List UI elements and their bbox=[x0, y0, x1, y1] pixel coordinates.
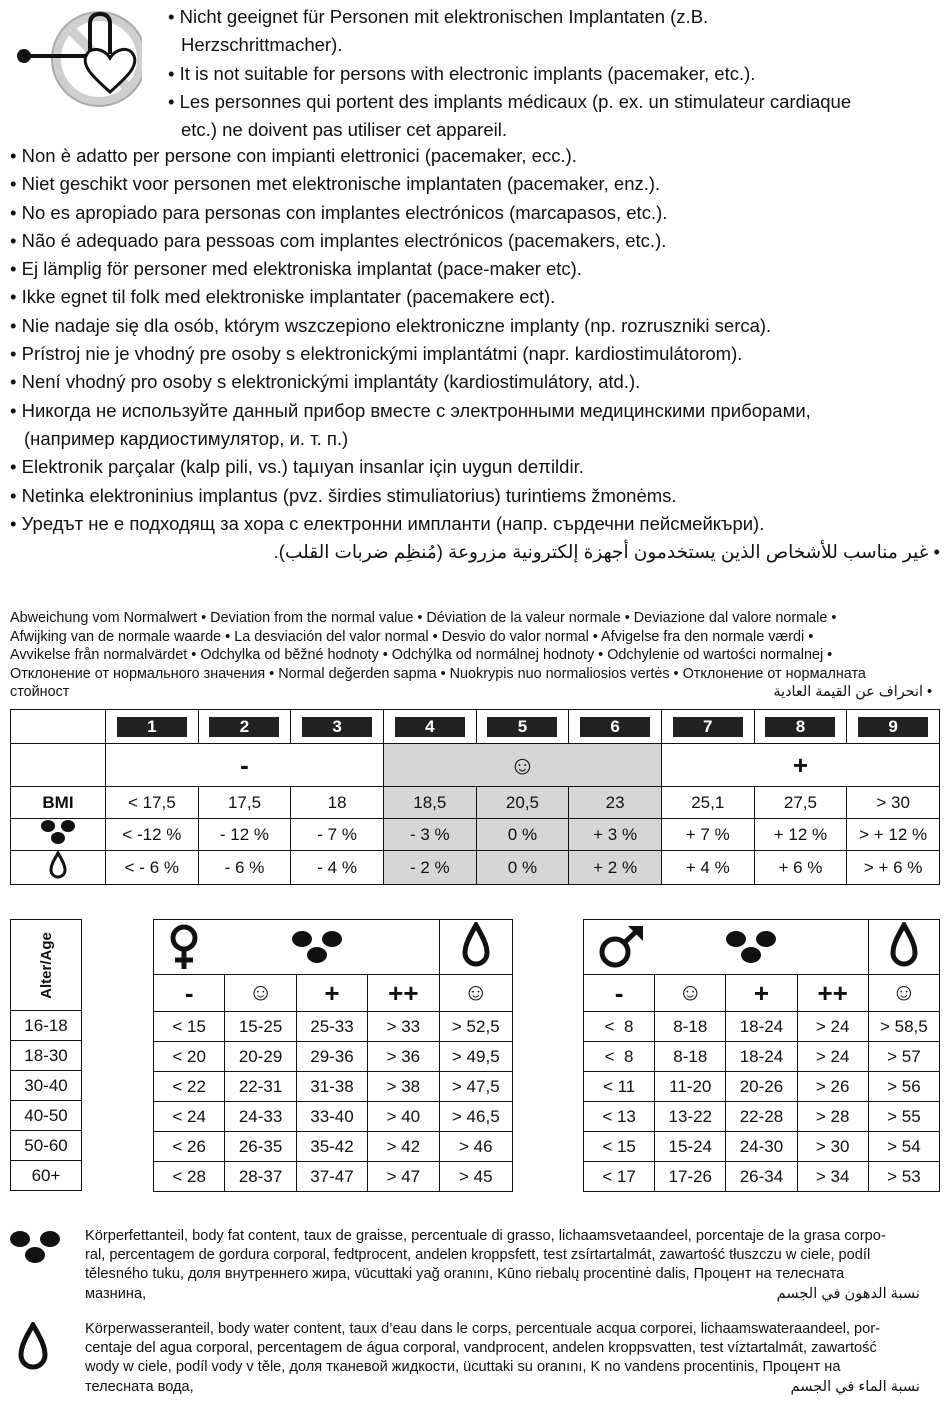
warning-line: • Nicht geeignet für Personen mit elektronischen Implantaten (z.B. bbox=[168, 6, 709, 27]
female-cell: < 24 bbox=[154, 1102, 225, 1132]
bmi-value: > 30 bbox=[847, 787, 940, 819]
deviation-header bbox=[10, 609, 940, 702]
warning-line: • Prístroj nie je vhodný pre osoby s elektronickými implantátmi (napr. kardiostimulátorom). bbox=[10, 343, 743, 365]
water-drop-icon bbox=[889, 922, 919, 968]
female-cell: > 40 bbox=[368, 1102, 439, 1132]
female-cell: 24-33 bbox=[225, 1102, 296, 1132]
male-cell: 18-24 bbox=[726, 1012, 797, 1042]
water-value: > + 6 % bbox=[847, 851, 940, 885]
level-4: 4 bbox=[395, 717, 465, 737]
female-cell: > 49,5 bbox=[439, 1042, 512, 1072]
level-1: 1 bbox=[117, 717, 187, 737]
male-cell: > 55 bbox=[868, 1102, 939, 1132]
female-cell: > 36 bbox=[368, 1042, 439, 1072]
water-value: < - 6 % bbox=[106, 851, 199, 885]
water-value: + 2 % bbox=[569, 851, 662, 885]
empty-cell bbox=[11, 744, 106, 787]
bmi-value: 27,5 bbox=[754, 787, 847, 819]
female-cell: < 22 bbox=[154, 1072, 225, 1102]
warning-line: • Netinka elektroninius implantus (pvz. širdies stimuliatorius) turintiems žmonėms. bbox=[10, 484, 677, 506]
age-value: 16-18 bbox=[11, 1011, 82, 1041]
water-value: + 6 % bbox=[754, 851, 847, 885]
level-cell bbox=[847, 710, 940, 744]
male-cell: 24-30 bbox=[726, 1132, 797, 1162]
male-sub-plus: + bbox=[726, 975, 797, 1012]
bmi-value: 23 bbox=[569, 787, 662, 819]
body-fat-icon bbox=[725, 930, 777, 964]
male-cell: 11-20 bbox=[655, 1072, 726, 1102]
female-cell: 29-36 bbox=[296, 1042, 367, 1072]
female-sub-minus: - bbox=[154, 975, 225, 1012]
fat-value: - 12 % bbox=[198, 819, 291, 851]
female-cell: > 33 bbox=[368, 1012, 439, 1042]
warning-line: • It is not suitable for persons with electronic implants (pacemaker, etc.). bbox=[168, 62, 756, 84]
male-water-header bbox=[868, 920, 939, 975]
empty-cell bbox=[11, 710, 106, 744]
level-9: 9 bbox=[858, 717, 928, 737]
male-cell: > 26 bbox=[797, 1072, 868, 1102]
legend-arabic: نسبة الدهون في الجسم bbox=[776, 1285, 920, 1302]
female-cell: 31-38 bbox=[296, 1072, 367, 1102]
legend-line: телесната вода, bbox=[85, 1378, 194, 1395]
male-cell: < 13 bbox=[584, 1102, 655, 1132]
female-fat-header bbox=[154, 920, 440, 975]
body-fat-icon bbox=[40, 819, 76, 845]
male-sub-plusplus: ++ bbox=[797, 975, 868, 1012]
female-cell: > 47,5 bbox=[439, 1072, 512, 1102]
level-cell bbox=[754, 710, 847, 744]
male-cell: 8-18 bbox=[655, 1012, 726, 1042]
female-symbol-icon bbox=[164, 922, 204, 972]
female-table bbox=[153, 919, 513, 1192]
smiley-icon: ☺ bbox=[383, 744, 661, 787]
age-value: 18-30 bbox=[11, 1041, 82, 1071]
warning-line: Herzschrittmacher). bbox=[181, 34, 343, 56]
male-cell: 13-22 bbox=[655, 1102, 726, 1132]
female-cell: > 45 bbox=[439, 1162, 512, 1192]
age-header-cell bbox=[11, 920, 82, 1011]
warning-line: • Non è adatto per persone con impianti elettronici (pacemaker, ecc.). bbox=[10, 145, 577, 166]
male-cell: < 8 bbox=[584, 1042, 655, 1072]
deviation-line: Afwijking van de normale waarde • La desviación del valor normal • Desvio do valor normal • Afvigelse fra den normale værdi • bbox=[10, 628, 814, 645]
age-label: Alter/Age bbox=[37, 932, 55, 999]
male-cell: > 30 bbox=[797, 1132, 868, 1162]
bmi-value: < 17,5 bbox=[106, 787, 199, 819]
water-value: - 4 % bbox=[291, 851, 384, 885]
female-cell: 35-42 bbox=[296, 1132, 367, 1162]
bmi-value: 18 bbox=[291, 787, 384, 819]
fat-value: + 3 % bbox=[569, 819, 662, 851]
bmi-label: BMI bbox=[11, 787, 106, 819]
deviation-line-arabic: • انحراف عن القيمة العادية bbox=[773, 684, 932, 700]
male-cell: 26-34 bbox=[726, 1162, 797, 1192]
male-cell: > 24 bbox=[797, 1012, 868, 1042]
male-cell: < 8 bbox=[584, 1012, 655, 1042]
warnings-top bbox=[168, 3, 943, 144]
warning-line: • Není vhodný pro osoby s elektronickými implantáty (kardiostimulátory, atd.). bbox=[10, 371, 641, 393]
female-cell: < 15 bbox=[154, 1012, 225, 1042]
bmi-value: 25,1 bbox=[661, 787, 754, 819]
body-water-legend bbox=[85, 1320, 920, 1397]
female-cell: < 26 bbox=[154, 1132, 225, 1162]
bmi-value: 18,5 bbox=[383, 787, 476, 819]
male-cell: 15-24 bbox=[655, 1132, 726, 1162]
female-cell: 25-33 bbox=[296, 1012, 367, 1042]
warning-line: (например кардиостимулятор, и. т. п.) bbox=[24, 427, 349, 449]
fat-value: < -12 % bbox=[106, 819, 199, 851]
smiley-icon: ☺ bbox=[655, 975, 726, 1012]
level-cell bbox=[476, 710, 569, 744]
water-value: 0 % bbox=[476, 851, 569, 885]
age-value: 40-50 bbox=[11, 1101, 82, 1131]
male-cell: < 11 bbox=[584, 1072, 655, 1102]
male-cell: < 17 bbox=[584, 1162, 655, 1192]
female-cell: 37-47 bbox=[296, 1162, 367, 1192]
deviation-table bbox=[10, 709, 940, 885]
fat-value: - 3 % bbox=[383, 819, 476, 851]
level-cell bbox=[291, 710, 384, 744]
female-sub-plusplus: ++ bbox=[368, 975, 439, 1012]
warning-line: • Ej lämplig för personer med elektroniska implantat (pace-maker etc). bbox=[10, 258, 582, 280]
female-water-header bbox=[439, 920, 512, 975]
male-cell: > 56 bbox=[868, 1072, 939, 1102]
level-7: 7 bbox=[673, 717, 743, 737]
legend-line: Körperwasseranteil, body water content, taux d’eau dans le corps, percentuale acqua corporei, lichaamswateraandeel, por- bbox=[85, 1321, 881, 1337]
female-cell: 22-31 bbox=[225, 1072, 296, 1102]
minus-sign: - bbox=[106, 744, 384, 787]
warning-line: • Não é adequado para pessoas com implantes electrónicos (pacemakers, etc.). bbox=[10, 229, 667, 251]
level-3: 3 bbox=[302, 717, 372, 737]
water-value: - 2 % bbox=[383, 851, 476, 885]
male-cell: > 57 bbox=[868, 1042, 939, 1072]
female-cell: > 46 bbox=[439, 1132, 512, 1162]
female-cell: 20-29 bbox=[225, 1042, 296, 1072]
level-cell bbox=[661, 710, 754, 744]
legend-arabic: نسبة الماء في الجسم bbox=[790, 1378, 920, 1395]
fat-value: + 12 % bbox=[754, 819, 847, 851]
warning-line: • Никогда не используйте данный прибор вместе с электронными медицинскими приборами, bbox=[10, 399, 811, 421]
warning-line: • Уредът не е подходящ за хора с електронни импланти (напр. сърдечни пейсмейкъри). bbox=[10, 512, 765, 534]
male-cell: 22-28 bbox=[726, 1102, 797, 1132]
smiley-icon: ☺ bbox=[868, 975, 939, 1012]
male-cell: 20-26 bbox=[726, 1072, 797, 1102]
deviation-line: Avvikelse från normalvärdet • Odchylka od běžné hodnoty • Odchýlka od normálnej hodnoty • Odchylenie od wartości normalnej • bbox=[10, 647, 833, 663]
warning-line: • No es apropiado para personas con implantes electrónicos (marcapasos, etc.). bbox=[10, 201, 668, 223]
plus-sign: + bbox=[661, 744, 939, 787]
male-fat-header bbox=[584, 920, 869, 975]
level-5: 5 bbox=[487, 717, 557, 737]
male-cell: > 28 bbox=[797, 1102, 868, 1132]
level-cell bbox=[383, 710, 476, 744]
female-cell: 33-40 bbox=[296, 1102, 367, 1132]
legend-line: Körperfettanteil, body fat content, taux de graisse, percentuale di grasso, lichaamsvetaandeel, porcentaje de la grasa corpo- bbox=[85, 1228, 886, 1244]
water-drop-icon bbox=[16, 1322, 50, 1370]
male-cell: > 24 bbox=[797, 1042, 868, 1072]
water-value: + 4 % bbox=[661, 851, 754, 885]
male-cell: 18-24 bbox=[726, 1042, 797, 1072]
warnings-list bbox=[10, 142, 940, 566]
age-value: 60+ bbox=[11, 1161, 82, 1191]
warning-line-arabic: • غير مناسب للأشخاص الذين يستخدمون أجهزة إلكترونية مزروعة (مُنظِم ضربات القلب). bbox=[273, 541, 940, 563]
smiley-icon: ☺ bbox=[439, 975, 512, 1012]
no-pacemaker-icon bbox=[12, 4, 142, 114]
female-cell: 26-35 bbox=[225, 1132, 296, 1162]
legend-line: ral, percentagem de gordura corporal, fedtprocent, andelen kroppsfett, test zsírtartalmát, zawartość tłuszczu w ciele, podíl bbox=[85, 1247, 871, 1264]
body-fat-icon bbox=[10, 1230, 60, 1264]
fat-value: 0 % bbox=[476, 819, 569, 851]
female-cell: < 20 bbox=[154, 1042, 225, 1072]
level-cell bbox=[198, 710, 291, 744]
male-symbol-icon bbox=[596, 923, 648, 971]
female-cell: > 52,5 bbox=[439, 1012, 512, 1042]
male-cell: > 53 bbox=[868, 1162, 939, 1192]
male-cell: > 58,5 bbox=[868, 1012, 939, 1042]
female-cell: > 46,5 bbox=[439, 1102, 512, 1132]
legend-line: wody w ciele, podíl vody v těle, доля тканевой жидкости, ücuttaki su oranını, K no vandens procentinis, Процент на bbox=[85, 1359, 841, 1376]
water-drop-icon bbox=[461, 922, 491, 968]
deviation-line: Отклонение от нормального значения • Normal değerden sapma • Nuokrypis nuo normaliosios vertės • Отклонение от нормалната bbox=[10, 665, 866, 682]
body-fat-icon bbox=[291, 930, 343, 964]
warning-line: • Niet geschikt voor personen met elektronische implantaten (pacemaker, enz.). bbox=[10, 173, 661, 195]
bmi-value: 17,5 bbox=[198, 787, 291, 819]
fat-value: - 7 % bbox=[291, 819, 384, 851]
age-value: 50-60 bbox=[11, 1131, 82, 1161]
deviation-line: Abweichung vom Normalwert • Deviation from the normal value • Déviation de la valeur normale • Deviazione dal valore normale • bbox=[10, 610, 837, 626]
male-cell: 17-26 bbox=[655, 1162, 726, 1192]
male-cell: > 34 bbox=[797, 1162, 868, 1192]
warning-line: • Les personnes qui portent des implants médicaux (p. ex. un stimulateur cardiaque bbox=[168, 90, 852, 112]
level-cell bbox=[106, 710, 199, 744]
male-table bbox=[583, 919, 940, 1192]
legend-line: tělesného tuku, доля внутреннего жира, vücuttaki yağ oranını, Kūno riebalų procentinė dalis, Процент на телесната bbox=[85, 1266, 845, 1283]
warning-line: etc.) ne doivent pas utiliser cet appareil. bbox=[181, 119, 507, 141]
warning-line: • Elektronik parçalar (kalp pili, vs.) taµıyan insanlar için uygun deπildir. bbox=[10, 456, 584, 478]
water-label-cell bbox=[11, 851, 106, 885]
age-value: 30-40 bbox=[11, 1071, 82, 1101]
age-table bbox=[10, 919, 82, 1191]
level-6: 6 bbox=[580, 717, 650, 737]
legend-line: centaje del agua corporal, percentagem de água corporal, vandprocent, andelen kroppsvatten, test víztartalmát, zawartość bbox=[85, 1340, 877, 1357]
male-cell: < 15 bbox=[584, 1132, 655, 1162]
male-cell: 8-18 bbox=[655, 1042, 726, 1072]
male-sub-minus: - bbox=[584, 975, 655, 1012]
level-2: 2 bbox=[209, 717, 279, 737]
female-cell: > 47 bbox=[368, 1162, 439, 1192]
bmi-value: 20,5 bbox=[476, 787, 569, 819]
female-cell: > 38 bbox=[368, 1072, 439, 1102]
smiley-icon: ☺ bbox=[225, 975, 296, 1012]
warning-line: • Ikke egnet til folk med elektroniske implantater (pacemakere ect). bbox=[10, 286, 556, 308]
deviation-line: стойност bbox=[10, 684, 70, 700]
water-value: - 6 % bbox=[198, 851, 291, 885]
body-fat-legend bbox=[85, 1227, 920, 1304]
female-cell: 28-37 bbox=[225, 1162, 296, 1192]
water-drop-icon bbox=[48, 851, 68, 879]
fat-label-cell bbox=[11, 819, 106, 851]
female-sub-plus: + bbox=[296, 975, 367, 1012]
female-cell: 15-25 bbox=[225, 1012, 296, 1042]
legend-line: мазнина, bbox=[85, 1285, 147, 1302]
female-cell: < 28 bbox=[154, 1162, 225, 1192]
male-cell: > 54 bbox=[868, 1132, 939, 1162]
female-cell: > 42 bbox=[368, 1132, 439, 1162]
level-cell bbox=[569, 710, 662, 744]
fat-value: > + 12 % bbox=[847, 819, 940, 851]
warning-line: • Nie nadaje się dla osób, którym wszczepiono elektroniczne implanty (np. rozruszniki serca). bbox=[10, 314, 772, 336]
fat-value: + 7 % bbox=[661, 819, 754, 851]
level-8: 8 bbox=[765, 717, 835, 737]
